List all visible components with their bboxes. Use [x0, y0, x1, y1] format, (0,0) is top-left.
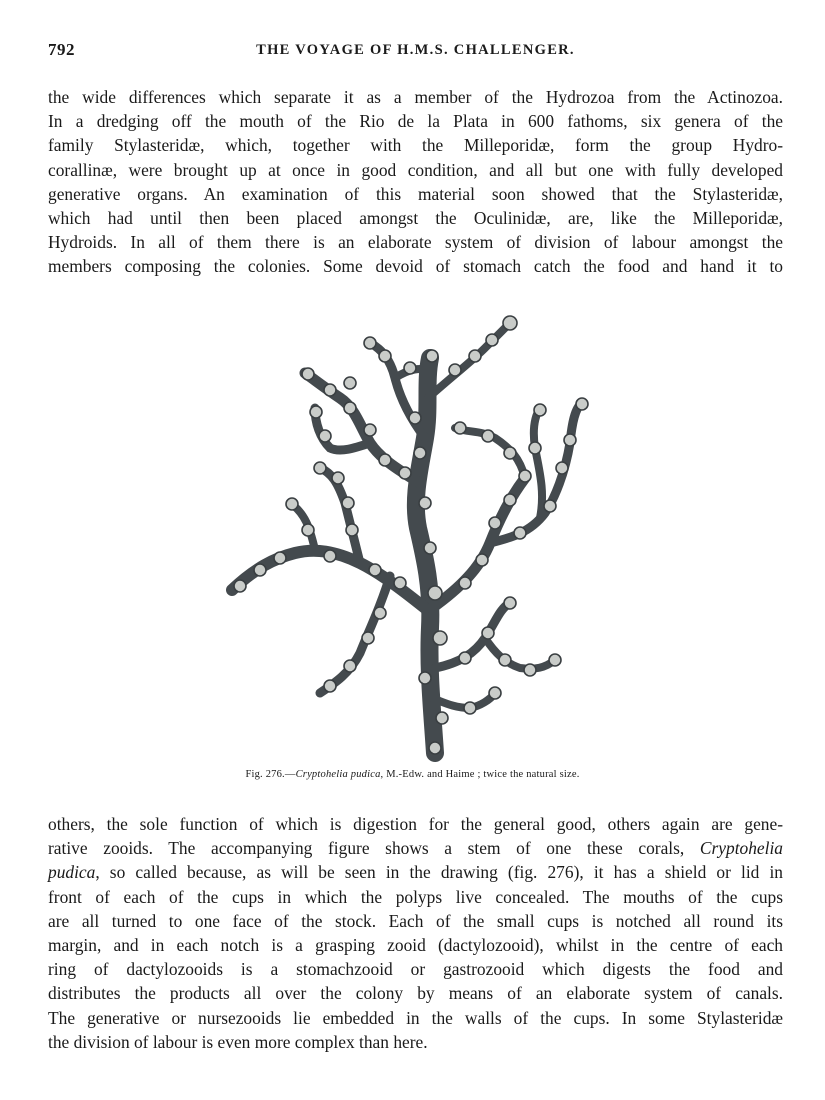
text-line: In a dredging off the mouth of the Rio de la Plata in 600 fathoms, six genera of the: [48, 111, 783, 132]
running-title: THE VOYAGE OF H.M.S. CHALLENGER.: [256, 42, 575, 58]
caption-suffix: , M.-Edw. and Haime ; twice the natural size.: [380, 769, 580, 780]
page-number: 792: [48, 40, 75, 59]
text-line: Hydroids. In all of them there is an elaborate system of division of labour amongst the: [48, 232, 783, 253]
text-line: ring of dactylozooids is a stomachzooid or gastrozooid which digests the food and: [48, 959, 783, 980]
text-line: distributes the products all over the colony by means of an elaborate system of canals.: [48, 983, 783, 1004]
text-line: the division of labour is even more complex than here.: [48, 1031, 428, 1052]
species-name: pudica: [48, 862, 96, 883]
text-line: corallinæ, were brought up at once in good condition, and all but one with fully developed: [48, 159, 783, 180]
text-line: members composing the colonies. Some devoid of stomach catch the food and hand it to: [48, 256, 783, 277]
page-header: [48, 40, 783, 64]
text-line: generative organs. An examination of this material soon showed that the Stylasteridæ,: [48, 183, 783, 204]
paragraph-top: [48, 85, 783, 279]
text-line: which had until then been placed amongst the Oculinidæ, are, like the Milleporidæ,: [48, 208, 783, 229]
text-line: [48, 836, 783, 860]
coral-figure: [220, 308, 610, 763]
species-name: Cryptohelia: [699, 838, 783, 859]
text-line: The generative or nursezooids lie embedded in the walls of the cups. In some Stylasteridæ: [48, 1007, 783, 1028]
text-run: , so called because, as will be seen in the drawing (fig. 276), it has a shield or lid in: [95, 862, 783, 883]
text-line: the wide differences which separate it as a member of the Hydrozoa from the Actinozoa.: [48, 87, 783, 107]
paragraph-bottom: [48, 812, 783, 1054]
caption-prefix: Fig. 276.—: [245, 769, 296, 780]
text-line: margin, and in each notch is a grasping zooid (dactylozooid), whilst in the centre of each: [48, 935, 783, 956]
text-line: others, the sole function of which is digestion for the general good, others again are gene-: [48, 814, 783, 834]
caption-species: Cryptohelia pudica: [295, 769, 381, 780]
text-line: family Stylasteridæ, which, together with the Milleporidæ, form the group Hydro-: [48, 135, 783, 156]
coral-illustration: [220, 308, 610, 763]
text-line: are all turned to one face of the stock. Each of the small cups is notched all round its: [48, 910, 783, 931]
figure-caption: [0, 769, 825, 780]
text-line: [48, 860, 783, 884]
text-run: rative zooids. The accompanying figure shows a stem of one these corals,: [48, 838, 700, 859]
text-line: front of each of the cups in which the polyps live concealed. The mouths of the cups: [48, 886, 783, 907]
